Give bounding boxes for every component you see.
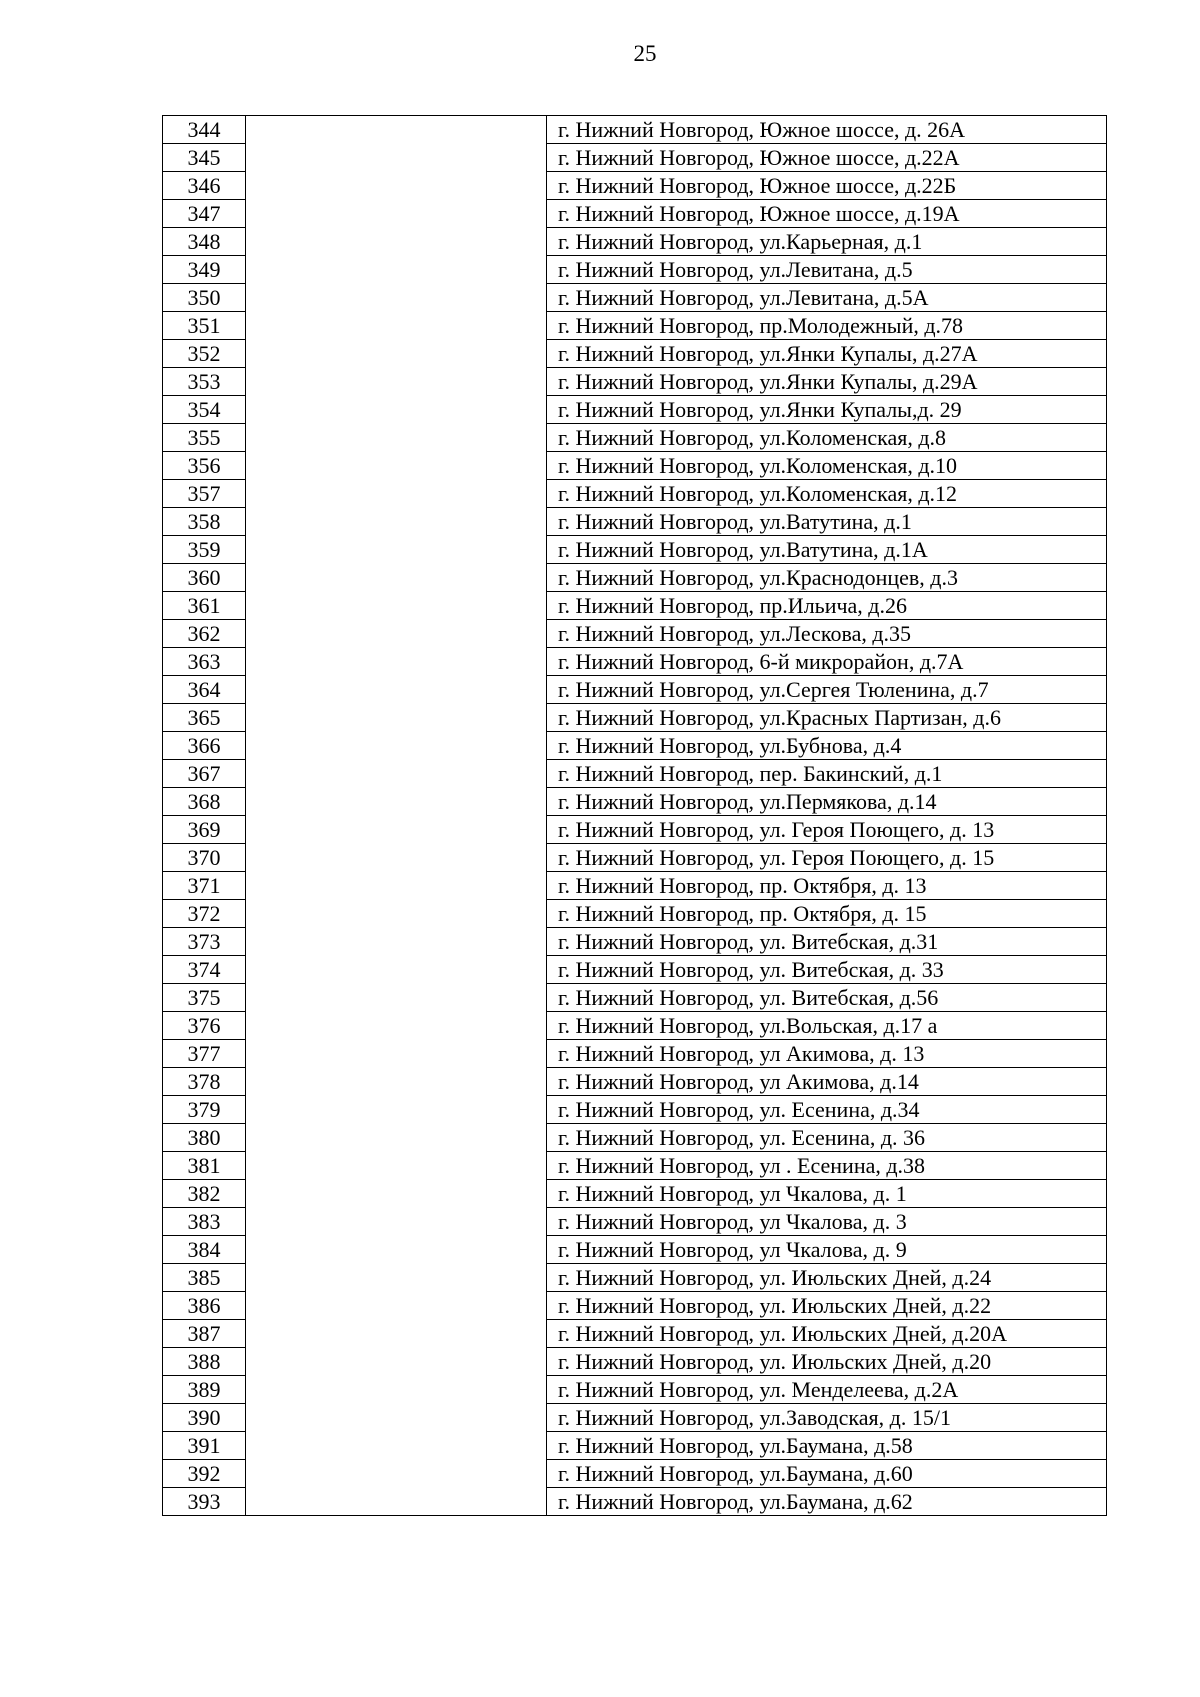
empty-cell bbox=[246, 368, 547, 396]
empty-cell bbox=[246, 1152, 547, 1180]
address-cell: г. Нижний Новгород, ул.Пермякова, д.14 bbox=[547, 788, 1107, 816]
table-row bbox=[163, 1264, 1107, 1292]
table-row bbox=[163, 1348, 1107, 1376]
row-number-cell: 392 bbox=[163, 1460, 246, 1488]
table-row bbox=[163, 816, 1107, 844]
table-row bbox=[163, 648, 1107, 676]
empty-cell bbox=[246, 284, 547, 312]
table-row bbox=[163, 676, 1107, 704]
row-number-cell: 345 bbox=[163, 144, 246, 172]
table-row bbox=[163, 312, 1107, 340]
row-number-cell: 360 bbox=[163, 564, 246, 592]
address-cell: г. Нижний Новгород, ул.Коломенская, д.12 bbox=[547, 480, 1107, 508]
address-cell: г. Нижний Новгород, ул.Заводская, д. 15/1 bbox=[547, 1404, 1107, 1432]
address-cell: г. Нижний Новгород, ул.Сергея Тюленина, д.7 bbox=[547, 676, 1107, 704]
row-number-cell: 359 bbox=[163, 536, 246, 564]
address-cell: г. Нижний Новгород, Южное шоссе, д.22А bbox=[547, 144, 1107, 172]
row-number-cell: 393 bbox=[163, 1488, 246, 1516]
empty-cell bbox=[246, 676, 547, 704]
empty-cell bbox=[246, 900, 547, 928]
address-cell: г. Нижний Новгород, ул. Героя Поющего, д. 15 bbox=[547, 844, 1107, 872]
row-number-cell: 349 bbox=[163, 256, 246, 284]
empty-cell bbox=[246, 312, 547, 340]
empty-cell bbox=[246, 620, 547, 648]
row-number-cell: 347 bbox=[163, 200, 246, 228]
table-row bbox=[163, 732, 1107, 760]
empty-cell bbox=[246, 508, 547, 536]
table-row bbox=[163, 564, 1107, 592]
table-row bbox=[163, 256, 1107, 284]
row-number-cell: 367 bbox=[163, 760, 246, 788]
empty-cell bbox=[246, 1180, 547, 1208]
empty-cell bbox=[246, 1236, 547, 1264]
table-row bbox=[163, 1096, 1107, 1124]
empty-cell bbox=[246, 116, 547, 144]
address-cell: г. Нижний Новгород, ул.Красных Партизан, д.6 bbox=[547, 704, 1107, 732]
row-number-cell: 375 bbox=[163, 984, 246, 1012]
table-row bbox=[163, 368, 1107, 396]
row-number-cell: 385 bbox=[163, 1264, 246, 1292]
address-cell: г. Нижний Новгород, ул. Героя Поющего, д. 13 bbox=[547, 816, 1107, 844]
empty-cell bbox=[246, 1012, 547, 1040]
table-row bbox=[163, 452, 1107, 480]
row-number-cell: 355 bbox=[163, 424, 246, 452]
row-number-cell: 348 bbox=[163, 228, 246, 256]
empty-cell bbox=[246, 928, 547, 956]
empty-cell bbox=[246, 144, 547, 172]
table-row bbox=[163, 536, 1107, 564]
table-row bbox=[163, 172, 1107, 200]
row-number-cell: 365 bbox=[163, 704, 246, 732]
table-row bbox=[163, 592, 1107, 620]
row-number-cell: 368 bbox=[163, 788, 246, 816]
row-number-cell: 353 bbox=[163, 368, 246, 396]
address-cell: г. Нижний Новгород, Южное шоссе, д.22Б bbox=[547, 172, 1107, 200]
empty-cell bbox=[246, 704, 547, 732]
table-row bbox=[163, 844, 1107, 872]
empty-cell bbox=[246, 480, 547, 508]
empty-cell bbox=[246, 956, 547, 984]
table-row bbox=[163, 1320, 1107, 1348]
table-row bbox=[163, 956, 1107, 984]
empty-cell bbox=[246, 1096, 547, 1124]
table-row bbox=[163, 228, 1107, 256]
table-row bbox=[163, 760, 1107, 788]
table-row bbox=[163, 340, 1107, 368]
address-cell: г. Нижний Новгород, ул Акимова, д. 13 bbox=[547, 1040, 1107, 1068]
empty-cell bbox=[246, 788, 547, 816]
address-cell: г. Нижний Новгород, Южное шоссе, д. 26А bbox=[547, 116, 1107, 144]
row-number-cell: 361 bbox=[163, 592, 246, 620]
address-cell: г. Нижний Новгород, ул. Июльских Дней, д.22 bbox=[547, 1292, 1107, 1320]
row-number-cell: 369 bbox=[163, 816, 246, 844]
empty-cell bbox=[246, 1460, 547, 1488]
table-row bbox=[163, 872, 1107, 900]
empty-cell bbox=[246, 172, 547, 200]
address-cell: г. Нижний Новгород, Южное шоссе, д.19А bbox=[547, 200, 1107, 228]
table-row bbox=[163, 788, 1107, 816]
row-number-cell: 389 bbox=[163, 1376, 246, 1404]
table-row bbox=[163, 704, 1107, 732]
empty-cell bbox=[246, 1404, 547, 1432]
address-cell: г. Нижний Новгород, ул. Есенина, д.34 bbox=[547, 1096, 1107, 1124]
table-row bbox=[163, 1404, 1107, 1432]
table-row bbox=[163, 1124, 1107, 1152]
table-row bbox=[163, 1208, 1107, 1236]
address-cell: г. Нижний Новгород, ул. Витебская, д.31 bbox=[547, 928, 1107, 956]
address-cell: г. Нижний Новгород, ул.Коломенская, д.10 bbox=[547, 452, 1107, 480]
table-row bbox=[163, 900, 1107, 928]
row-number-cell: 362 bbox=[163, 620, 246, 648]
empty-cell bbox=[246, 760, 547, 788]
empty-cell bbox=[246, 592, 547, 620]
empty-cell bbox=[246, 452, 547, 480]
address-cell: г. Нижний Новгород, ул.Коломенская, д.8 bbox=[547, 424, 1107, 452]
row-number-cell: 344 bbox=[163, 116, 246, 144]
empty-cell bbox=[246, 1348, 547, 1376]
address-cell: г. Нижний Новгород, ул.Янки Купалы, д.27А bbox=[547, 340, 1107, 368]
address-cell: г. Нижний Новгород, ул.Баумана, д.62 bbox=[547, 1488, 1107, 1516]
empty-cell bbox=[246, 1040, 547, 1068]
table-row bbox=[163, 284, 1107, 312]
address-cell: г. Нижний Новгород, ул.Ватутина, д.1 bbox=[547, 508, 1107, 536]
address-cell: г. Нижний Новгород, ул. Менделеева, д.2А bbox=[547, 1376, 1107, 1404]
empty-cell bbox=[246, 1124, 547, 1152]
row-number-cell: 358 bbox=[163, 508, 246, 536]
address-cell: г. Нижний Новгород, ул Чкалова, д. 3 bbox=[547, 1208, 1107, 1236]
table-row bbox=[163, 620, 1107, 648]
address-cell: г. Нижний Новгород, ул.Лескова, д.35 bbox=[547, 620, 1107, 648]
empty-cell bbox=[246, 1068, 547, 1096]
empty-cell bbox=[246, 1292, 547, 1320]
address-cell: г. Нижний Новгород, ул.Бубнова, д.4 bbox=[547, 732, 1107, 760]
row-number-cell: 378 bbox=[163, 1068, 246, 1096]
address-cell: г. Нижний Новгород, ул Чкалова, д. 1 bbox=[547, 1180, 1107, 1208]
address-cell: г. Нижний Новгород, пер. Бакинский, д.1 bbox=[547, 760, 1107, 788]
row-number-cell: 363 bbox=[163, 648, 246, 676]
empty-cell bbox=[246, 984, 547, 1012]
row-number-cell: 390 bbox=[163, 1404, 246, 1432]
address-table-body bbox=[163, 116, 1107, 1516]
empty-cell bbox=[246, 340, 547, 368]
table-row bbox=[163, 1068, 1107, 1096]
address-cell: г. Нижний Новгород, пр. Октября, д. 15 bbox=[547, 900, 1107, 928]
row-number-cell: 382 bbox=[163, 1180, 246, 1208]
row-number-cell: 383 bbox=[163, 1208, 246, 1236]
address-cell: г. Нижний Новгород, ул.Баумана, д.60 bbox=[547, 1460, 1107, 1488]
row-number-cell: 356 bbox=[163, 452, 246, 480]
row-number-cell: 387 bbox=[163, 1320, 246, 1348]
empty-cell bbox=[246, 648, 547, 676]
row-number-cell: 364 bbox=[163, 676, 246, 704]
empty-cell bbox=[246, 1320, 547, 1348]
empty-cell bbox=[246, 424, 547, 452]
row-number-cell: 351 bbox=[163, 312, 246, 340]
address-cell: г. Нижний Новгород, пр.Ильича, д.26 bbox=[547, 592, 1107, 620]
address-cell: г. Нижний Новгород, ул.Янки Купалы, д.29А bbox=[547, 368, 1107, 396]
empty-cell bbox=[246, 1264, 547, 1292]
table-row bbox=[163, 1180, 1107, 1208]
address-cell: г. Нижний Новгород, ул.Янки Купалы,д. 29 bbox=[547, 396, 1107, 424]
row-number-cell: 366 bbox=[163, 732, 246, 760]
table-row bbox=[163, 200, 1107, 228]
table-row bbox=[163, 396, 1107, 424]
table-row bbox=[163, 1152, 1107, 1180]
empty-cell bbox=[246, 200, 547, 228]
row-number-cell: 352 bbox=[163, 340, 246, 368]
address-cell: г. Нижний Новгород, ул. Июльских Дней, д.24 bbox=[547, 1264, 1107, 1292]
empty-cell bbox=[246, 536, 547, 564]
row-number-cell: 350 bbox=[163, 284, 246, 312]
address-cell: г. Нижний Новгород, ул. Июльских Дней, д.20А bbox=[547, 1320, 1107, 1348]
empty-cell bbox=[246, 816, 547, 844]
row-number-cell: 354 bbox=[163, 396, 246, 424]
table-row bbox=[163, 1460, 1107, 1488]
row-number-cell: 370 bbox=[163, 844, 246, 872]
table-row bbox=[163, 116, 1107, 144]
table-row bbox=[163, 1012, 1107, 1040]
empty-cell bbox=[246, 844, 547, 872]
empty-cell bbox=[246, 1208, 547, 1236]
empty-cell bbox=[246, 1488, 547, 1516]
empty-cell bbox=[246, 396, 547, 424]
empty-cell bbox=[246, 732, 547, 760]
address-table bbox=[162, 115, 1107, 1516]
row-number-cell: 346 bbox=[163, 172, 246, 200]
address-cell: г. Нижний Новгород, ул. Витебская, д.56 bbox=[547, 984, 1107, 1012]
row-number-cell: 372 bbox=[163, 900, 246, 928]
row-number-cell: 377 bbox=[163, 1040, 246, 1068]
empty-cell bbox=[246, 872, 547, 900]
empty-cell bbox=[246, 256, 547, 284]
row-number-cell: 386 bbox=[163, 1292, 246, 1320]
row-number-cell: 391 bbox=[163, 1432, 246, 1460]
address-cell: г. Нижний Новгород, ул. Июльских Дней, д.20 bbox=[547, 1348, 1107, 1376]
table-row bbox=[163, 928, 1107, 956]
address-cell: г. Нижний Новгород, ул. Витебская, д. 33 bbox=[547, 956, 1107, 984]
row-number-cell: 381 bbox=[163, 1152, 246, 1180]
address-cell: г. Нижний Новгород, ул.Ватутина, д.1А bbox=[547, 536, 1107, 564]
table-row bbox=[163, 1376, 1107, 1404]
table-row bbox=[163, 1432, 1107, 1460]
table-row bbox=[163, 144, 1107, 172]
address-cell: г. Нижний Новгород, пр. Октября, д. 13 bbox=[547, 872, 1107, 900]
address-cell: г. Нижний Новгород, ул.Левитана, д.5 bbox=[547, 256, 1107, 284]
row-number-cell: 388 bbox=[163, 1348, 246, 1376]
table-row bbox=[163, 1488, 1107, 1516]
table-row bbox=[163, 1040, 1107, 1068]
address-cell: г. Нижний Новгород, ул.Вольская, д.17 а bbox=[547, 1012, 1107, 1040]
empty-cell bbox=[246, 228, 547, 256]
address-cell: г. Нижний Новгород, ул Чкалова, д. 9 bbox=[547, 1236, 1107, 1264]
row-number-cell: 379 bbox=[163, 1096, 246, 1124]
table-row bbox=[163, 1236, 1107, 1264]
table-row bbox=[163, 480, 1107, 508]
empty-cell bbox=[246, 1432, 547, 1460]
row-number-cell: 384 bbox=[163, 1236, 246, 1264]
address-cell: г. Нижний Новгород, пр.Молодежный, д.78 bbox=[547, 312, 1107, 340]
address-cell: г. Нижний Новгород, ул.Левитана, д.5А bbox=[547, 284, 1107, 312]
address-cell: г. Нижний Новгород, ул.Карьерная, д.1 bbox=[547, 228, 1107, 256]
row-number-cell: 374 bbox=[163, 956, 246, 984]
address-cell: г. Нижний Новгород, ул Акимова, д.14 bbox=[547, 1068, 1107, 1096]
address-cell: г. Нижний Новгород, ул . Есенина, д.38 bbox=[547, 1152, 1107, 1180]
table-row bbox=[163, 984, 1107, 1012]
row-number-cell: 380 bbox=[163, 1124, 246, 1152]
empty-cell bbox=[246, 1376, 547, 1404]
empty-cell bbox=[246, 564, 547, 592]
address-cell: г. Нижний Новгород, ул.Краснодонцев, д.3 bbox=[547, 564, 1107, 592]
address-cell: г. Нижний Новгород, 6-й микрорайон, д.7А bbox=[547, 648, 1107, 676]
address-cell: г. Нижний Новгород, ул. Есенина, д. 36 bbox=[547, 1124, 1107, 1152]
row-number-cell: 371 bbox=[163, 872, 246, 900]
page-number: 25 bbox=[633, 41, 657, 66]
table-row bbox=[163, 508, 1107, 536]
table-row bbox=[163, 424, 1107, 452]
table-row bbox=[163, 1292, 1107, 1320]
row-number-cell: 373 bbox=[163, 928, 246, 956]
row-number-cell: 376 bbox=[163, 1012, 246, 1040]
row-number-cell: 357 bbox=[163, 480, 246, 508]
address-cell: г. Нижний Новгород, ул.Баумана, д.58 bbox=[547, 1432, 1107, 1460]
